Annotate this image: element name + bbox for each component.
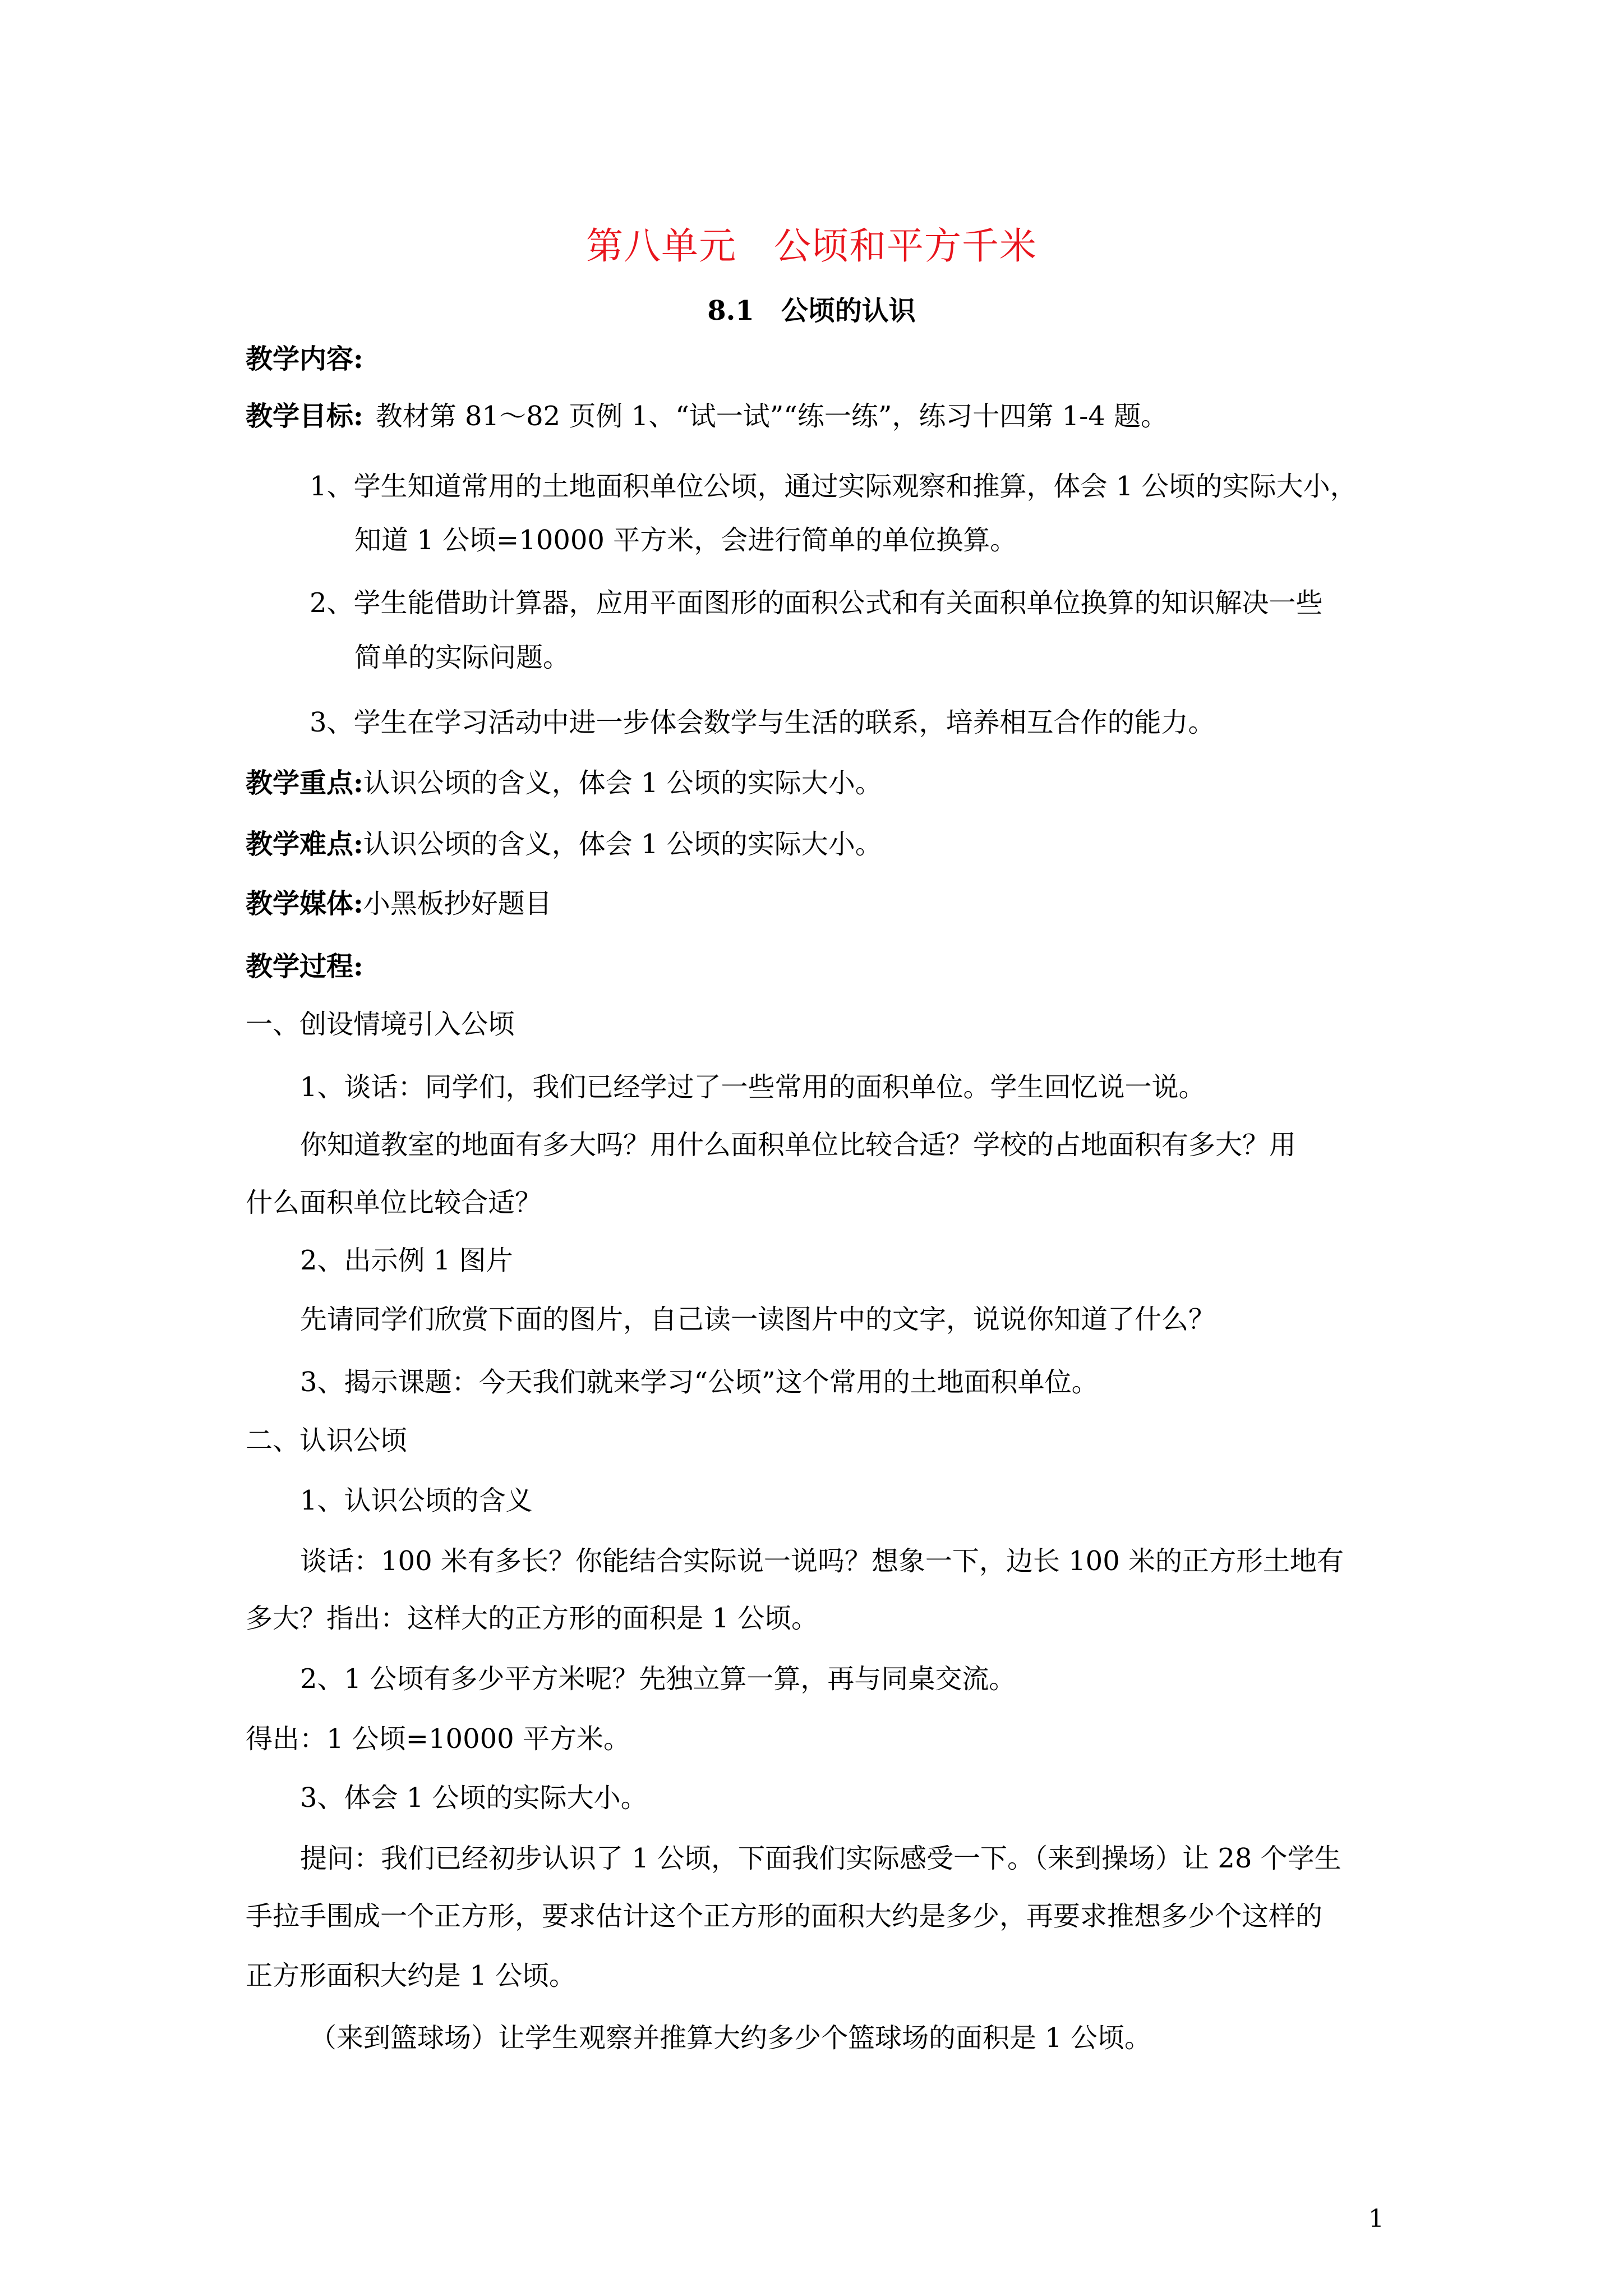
media-text: 小黑板抄好题目 [363, 888, 552, 919]
section1-p1: 1、谈话：同学们，我们已经学过了一些常用的面积单位。学生回忆说一说。 [300, 1071, 1206, 1103]
section2-p6-line1: 提问：我们已经初步认识了 1 公顷，下面我们实际感受一下。（来到操场）让 28 个学生 [300, 1843, 1341, 1874]
goals-row [246, 399, 1168, 433]
section2-p3: 2、1 公顷有多少平方米呢？先独立算一算，再与同桌交流。 [300, 1663, 1016, 1695]
difficult-point-row [246, 827, 882, 861]
section1-p5: 3、揭示课题：今天我们就来学习“公顷”这个常用的土地面积单位。 [300, 1366, 1099, 1398]
difficult-point-label: 教学难点: [246, 829, 363, 860]
section1-heading: 一、创设情境引入公顷 [246, 1009, 515, 1040]
content-label: 教学内容: [246, 343, 363, 375]
section2-p2-line2: 多大？指出：这样大的正方形的面积是 1 公顷。 [246, 1603, 819, 1634]
key-point-text: 认识公顷的含义，体会 1 公顷的实际大小。 [363, 767, 882, 799]
goal-item-2-line1: 2、学生能借助计算器，应用平面图形的面积公式和有关面积单位换算的知识解决一些 [310, 587, 1323, 619]
media-row [246, 887, 552, 921]
goals-text: 教材第 81～82 页例 1、“试一试”“练一练”，练习十四第 1-4 题。 [375, 401, 1168, 432]
page-number: 1 [1368, 2205, 1384, 2233]
section2-p2-line1: 谈话：100 米有多长？你能结合实际说一说吗？想象一下，边长 100 米的正方形土地有 [300, 1545, 1344, 1577]
unit-title: 第八单元 公顷和平方千米 [586, 224, 1037, 268]
goal-item-3-line1: 3、学生在学习活动中进一步体会数学与生活的联系，培养相互合作的能力。 [310, 707, 1215, 738]
key-point-label: 教学重点: [246, 767, 363, 799]
lesson-subtitle: 8.1 公顷的认识 [707, 295, 916, 326]
process-label: 教学过程: [246, 951, 363, 982]
section2-p4: 得出：1 公顷=10000 平方米。 [246, 1723, 630, 1755]
key-point-row [246, 766, 882, 800]
section2-p5: 3、体会 1 公顷的实际大小。 [300, 1782, 648, 1814]
section2-p7: （来到篮球场）让学生观察并推算大约多少个篮球场的面积是 1 公顷。 [310, 2022, 1152, 2054]
media-label: 教学媒体: [246, 888, 363, 919]
section1-p2-line1: 你知道教室的地面有多大吗？用什么面积单位比较合适？学校的占地面积有多大？用 [300, 1129, 1297, 1161]
section2-p6-line2: 手拉手围成一个正方形，要求估计这个正方形的面积大约是多少，再要求推想多少个这样的 [246, 1901, 1323, 1932]
goal-item-1-line1: 1、学生知道常用的土地面积单位公顷，通过实际观察和推算，体会 1 公顷的实际大小， [310, 471, 1357, 502]
goals-label: 教学目标: [246, 401, 363, 432]
section1-p3: 2、出示例 1 图片 [300, 1245, 513, 1276]
section2-heading: 二、认识公顷 [246, 1425, 408, 1456]
difficult-point-text: 认识公顷的含义，体会 1 公顷的实际大小。 [363, 829, 882, 860]
goal-item-1-line2: 知道 1 公顷=10000 平方米，会进行简单的单位换算。 [354, 524, 1017, 556]
section1-p2-line2: 什么面积单位比较合适？ [246, 1187, 542, 1218]
section2-p6-line3: 正方形面积大约是 1 公顷。 [246, 1960, 577, 1991]
goal-item-2-line2: 简单的实际问题。 [354, 642, 570, 673]
section2-p1: 1、认识公顷的含义 [300, 1485, 533, 1516]
section1-p4: 先请同学们欣赏下面的图片，自己读一读图片中的文字，说说你知道了什么？ [300, 1304, 1216, 1335]
